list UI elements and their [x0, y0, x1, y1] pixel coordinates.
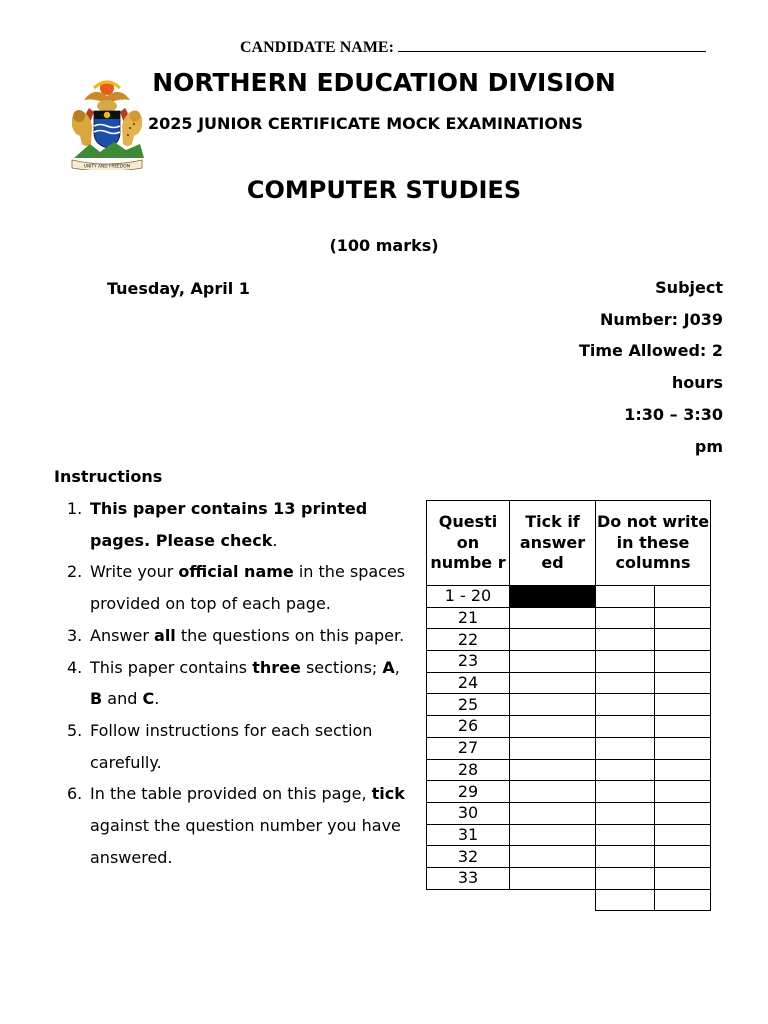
table-row [427, 889, 711, 911]
subject-title: COMPUTER STUDIES [246, 176, 522, 204]
examiner-cell [655, 629, 711, 651]
instruction-text: against the question number you have answered. [90, 816, 401, 867]
examiner-cell [655, 672, 711, 694]
examiner-cell [596, 694, 655, 716]
table-row [427, 716, 711, 738]
tick-cell[interactable] [510, 846, 596, 868]
candidate-name-field[interactable] [240, 37, 706, 57]
instruction-text: Write your [90, 562, 179, 582]
instruction-number: 6. [67, 784, 83, 804]
examiner-cell [655, 759, 711, 781]
meta-line: hours [671, 373, 723, 393]
exam-title: 2025 JUNIOR CERTIFICATE MOCK EXAMINATIONS [148, 114, 583, 133]
tick-cell[interactable] [510, 694, 596, 716]
table-row [427, 629, 711, 651]
meta-line: pm [694, 436, 723, 456]
instruction-number: 1. [67, 499, 83, 518]
instruction-item [62, 556, 412, 619]
table-row [427, 802, 711, 824]
table-row [427, 672, 711, 694]
tick-cell[interactable] [510, 759, 596, 781]
table-row [427, 586, 711, 608]
question-number-cell: 24 [427, 672, 510, 694]
examiner-cell [596, 607, 655, 629]
header-tick-if-answered: Tick if answer ed [510, 501, 596, 586]
instruction-text: A [382, 657, 395, 677]
tick-cell[interactable] [510, 607, 596, 629]
table-row [427, 867, 711, 889]
tick-cell[interactable] [510, 737, 596, 759]
question-number-cell: 21 [427, 607, 510, 629]
table-row [427, 759, 711, 781]
tick-cell[interactable] [510, 716, 596, 738]
instruction-item [62, 715, 412, 778]
examiner-cell [655, 737, 711, 759]
examiner-cell [655, 802, 711, 824]
examiner-cell [655, 824, 711, 846]
question-number-cell: 1 - 20 [427, 586, 510, 608]
meta-line: Time Allowed: 2 [578, 341, 723, 361]
instruction-text: , [394, 657, 400, 677]
question-number-cell: 25 [427, 694, 510, 716]
question-number-cell: 33 [427, 867, 510, 889]
examiner-cell [655, 694, 711, 716]
total-marks: (100 marks) [329, 236, 439, 255]
table-row [427, 737, 711, 759]
instruction-item [62, 493, 412, 556]
tick-cell[interactable] [510, 867, 596, 889]
question-number-cell: 31 [427, 824, 510, 846]
exam-date: Tuesday, April 1 [107, 279, 250, 298]
instructions-list [62, 493, 412, 873]
instruction-text: This paper contains [90, 657, 253, 677]
candidate-name-label: CANDIDATE NAME: [240, 39, 394, 56]
header-examiner-only: Do not write in these columns [596, 501, 711, 586]
instruction-text: official name [178, 562, 294, 582]
instruction-text: Follow instructions for each section carefully. [90, 720, 373, 772]
examiner-cell [655, 716, 711, 738]
examiner-cell [596, 672, 655, 694]
instruction-item [62, 778, 412, 873]
instruction-text: and [102, 689, 143, 709]
examiner-cell [596, 846, 655, 868]
question-number-cell: 23 [427, 651, 510, 673]
question-number-cell: 28 [427, 759, 510, 781]
instruction-text: B [90, 689, 103, 709]
instructions-heading: Instructions [54, 467, 163, 486]
instruction-text: C [142, 689, 155, 709]
tick-cell[interactable] [510, 824, 596, 846]
question-number-cell: 30 [427, 802, 510, 824]
instruction-item [62, 620, 412, 652]
shaded-cell [510, 586, 596, 608]
tick-cell[interactable] [510, 629, 596, 651]
instruction-text: three [252, 657, 301, 677]
instruction-number: 5. [67, 720, 83, 740]
tick-cell[interactable] [510, 781, 596, 803]
instruction-text: in the spaces provided on top of each page. [90, 562, 406, 614]
instruction-text: . [272, 530, 278, 550]
instruction-item [62, 652, 412, 715]
examiner-cell [596, 586, 655, 608]
question-number-cell: 29 [427, 781, 510, 803]
instruction-text: tick [371, 784, 405, 804]
meta-line: Number: J039 [600, 309, 723, 329]
examiner-cell [596, 737, 655, 759]
question-number-cell: 27 [427, 737, 510, 759]
table-row [427, 651, 711, 673]
examiner-cell [655, 889, 711, 911]
examiner-cell [596, 629, 655, 651]
examiner-cell [596, 716, 655, 738]
examiner-cell [655, 781, 711, 803]
empty-cell [427, 889, 596, 911]
table-row [427, 607, 711, 629]
examiner-cell [596, 867, 655, 889]
examiner-cell [596, 781, 655, 803]
instruction-text: Answer [90, 625, 155, 645]
table-row [427, 781, 711, 803]
table-row [427, 846, 711, 868]
examiner-cell [655, 867, 711, 889]
answer-tick-table [426, 500, 711, 911]
question-number-cell: 32 [427, 846, 510, 868]
table-row [427, 694, 711, 716]
examiner-cell [655, 607, 711, 629]
division-title: NORTHERN EDUCATION DIVISION [152, 68, 616, 97]
header-question-number: Questi on numbe r [427, 501, 510, 586]
crest-motto: UNITY AND FREEDOM [83, 164, 131, 170]
examiner-cell [655, 651, 711, 673]
meta-line: Subject [655, 278, 723, 297]
instruction-text: the questions on this paper. [175, 625, 405, 645]
instruction-number: 2. [67, 562, 83, 582]
instruction-text: . [154, 689, 160, 709]
tick-cell[interactable] [510, 651, 596, 673]
tick-cell[interactable] [510, 672, 596, 694]
question-number-cell: 22 [427, 629, 510, 651]
instruction-text: all [154, 625, 176, 645]
examiner-cell [596, 824, 655, 846]
examiner-cell [655, 586, 711, 608]
examiner-cell [655, 846, 711, 868]
examiner-cell [596, 651, 655, 673]
exam-meta [523, 272, 723, 462]
instruction-number: 4. [67, 657, 83, 677]
instruction-text: sections; [300, 657, 383, 677]
question-number-cell: 26 [427, 716, 510, 738]
candidate-name-line[interactable] [398, 37, 706, 52]
instruction-text: This paper contains 13 printed pages. Please check [90, 499, 368, 550]
examiner-cell [596, 889, 655, 911]
tick-cell[interactable] [510, 802, 596, 824]
instruction-text: In the table provided on this page, [90, 784, 372, 804]
meta-line: 1:30 – 3:30 [624, 404, 723, 424]
table-row [427, 824, 711, 846]
instruction-number: 3. [67, 625, 83, 645]
examiner-cell [596, 802, 655, 824]
examiner-cell [596, 759, 655, 781]
